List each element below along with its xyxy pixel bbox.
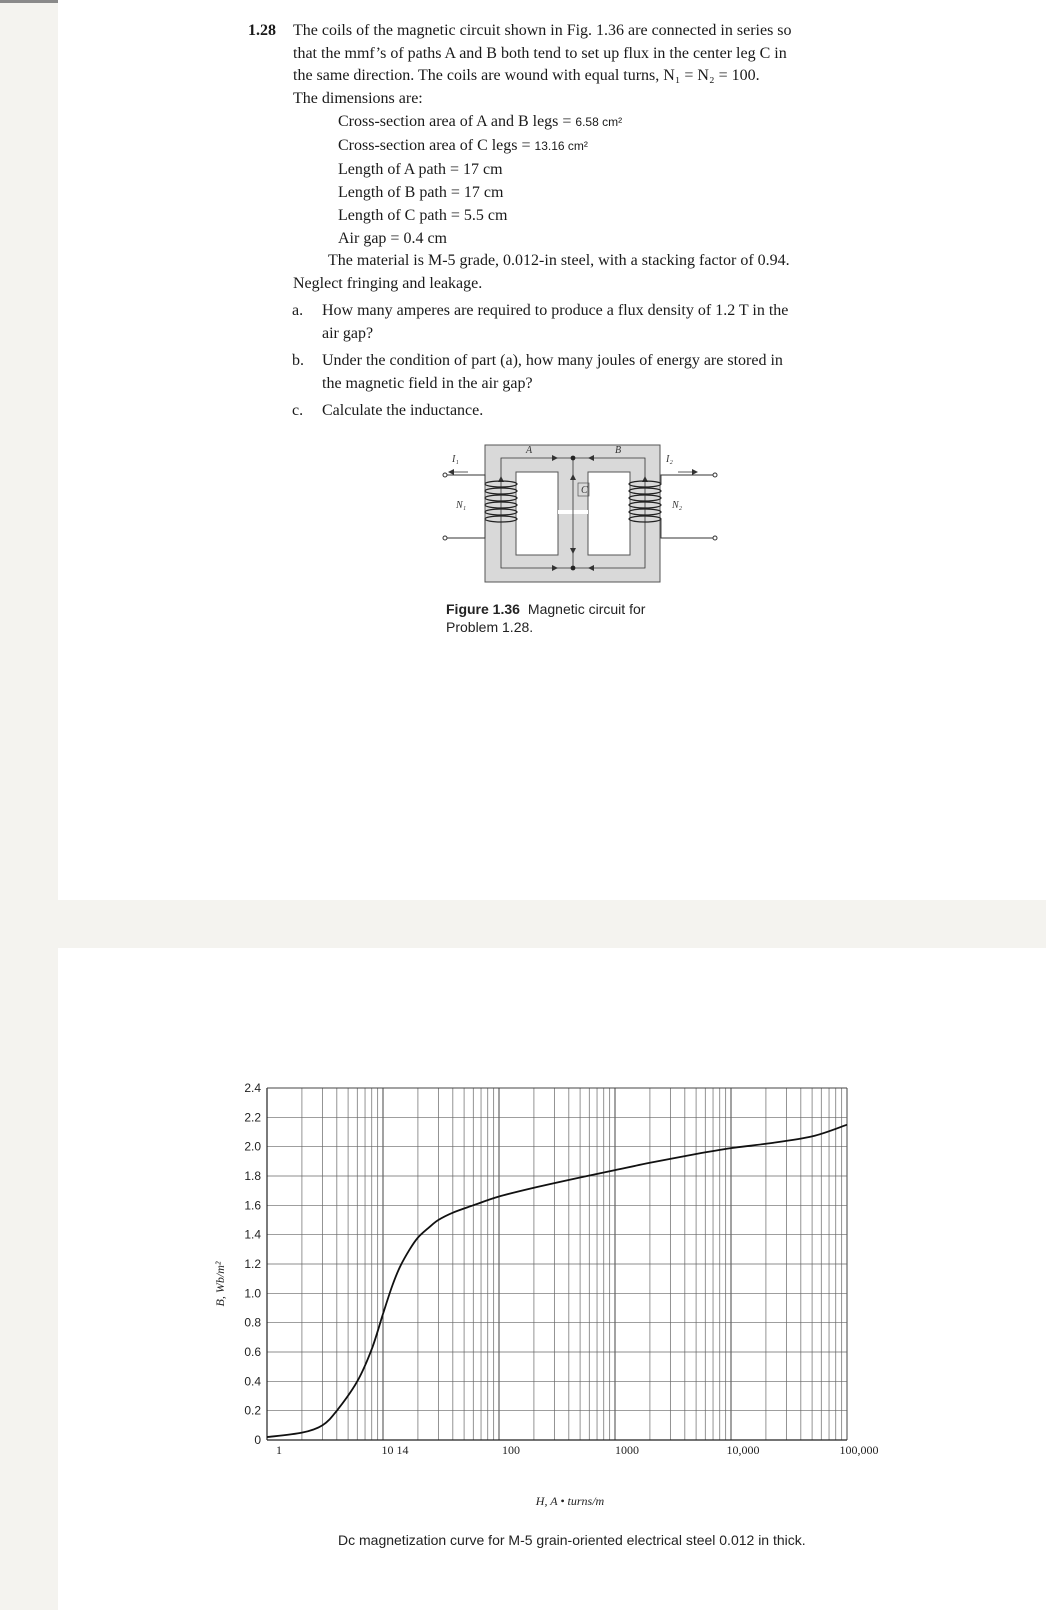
series-line-m5 [267, 1125, 847, 1437]
current-label-i1: I₁ [452, 454, 459, 465]
x-tick-labels [276, 1443, 879, 1457]
x-tick-label: 100,000 [839, 1443, 879, 1457]
x-axis-label: H, A • turns/m [535, 1494, 605, 1508]
turns-label-n2: N₂ [672, 500, 683, 511]
x-tick-label: 1 [276, 1443, 282, 1457]
y-tick-label: 0.6 [244, 1345, 261, 1359]
core-window-right [588, 472, 630, 555]
problem-number: 1.28 [248, 22, 276, 39]
y-tick-label: 1.8 [244, 1169, 261, 1183]
x-tick-label: 10 14 [381, 1443, 409, 1457]
dimension-item: Air gap = 0.4 cm [338, 230, 447, 247]
intro-line: the same direction. The coils are wound with equal turns, N₁ = N₂ = 100. [293, 67, 760, 84]
y-tick-label: 0 [254, 1433, 261, 1447]
intro-line: The coils of the magnetic circuit shown in Fig. 1.36 are connected in series so [293, 22, 792, 39]
dimension-item: Cross-section area of A and B legs = 6.58 cm² [338, 113, 623, 130]
y-tick-label: 2.0 [244, 1139, 261, 1154]
intro-line: The dimensions are: [293, 89, 423, 107]
y-tick-label: 1.6 [244, 1198, 261, 1213]
y-tick-label: 0.4 [244, 1374, 261, 1389]
x-tick-label: 10,000 [726, 1443, 760, 1457]
question-a: a. How many amperes are required to produce a flux density of 1.2 T in the air gap? [292, 302, 789, 342]
y-tick-label: 0.2 [244, 1403, 261, 1418]
turns-label-n1: N₁ [456, 500, 467, 511]
y-tick-label: 1.4 [244, 1227, 261, 1242]
current-label-i2: I₂ [666, 454, 673, 465]
magnetization-chart [210, 1080, 910, 1510]
y-tick-labels [244, 1081, 261, 1447]
dimension-item: Length of A path = 17 cm [338, 161, 503, 178]
dimension-list [338, 110, 908, 250]
y-tick-label: 2.2 [244, 1110, 261, 1125]
path-label-b: B [615, 445, 622, 456]
x-tick-label: 100 [502, 1443, 520, 1457]
core-window-left [516, 472, 558, 555]
magnetic-circuit-figure [440, 440, 720, 590]
problem-intro [293, 20, 908, 110]
dimension-item: Cross-section area of C legs = 13.16 cm² [338, 137, 588, 154]
figure-number: Figure 1.36 [446, 601, 520, 617]
path-label-a: A [526, 445, 533, 456]
y-axis-label: B, Wb/m² [213, 1261, 227, 1307]
question-c: c. Calculate the inductance. [292, 402, 484, 419]
material-line: The material is M-5 grade, 0.012-in steel, with a stacking factor of 0.94. [328, 252, 790, 269]
question-b: b. Under the condition of part (a), how many joules of energy are stored in the magnetic field in the air gap? [292, 352, 783, 392]
y-tick-label: 1.0 [244, 1286, 261, 1301]
x-tick-label: 1000 [615, 1443, 639, 1457]
y-tick-label: 2.4 [244, 1081, 261, 1095]
chart-title: Dc magnetization curve for M-5 grain-oriented electrical steel 0.012 in thick. [338, 1532, 806, 1548]
path-label-c: C [581, 485, 588, 496]
y-tick-label: 1.2 [244, 1257, 261, 1271]
neglect-line: Neglect fringing and leakage. [293, 274, 483, 292]
dimension-item: Length of C path = 5.5 cm [338, 207, 508, 224]
dimension-item: Length of B path = 17 cm [338, 184, 504, 201]
y-tick-label: 0.8 [244, 1315, 261, 1330]
problem-statement [248, 20, 908, 423]
figure-caption: Figure 1.36 Magnetic circuit for Problem 1.28. [446, 601, 646, 635]
intro-line: that the mmf’s of paths A and B both tend to set up flux in the center leg C in [293, 44, 787, 62]
